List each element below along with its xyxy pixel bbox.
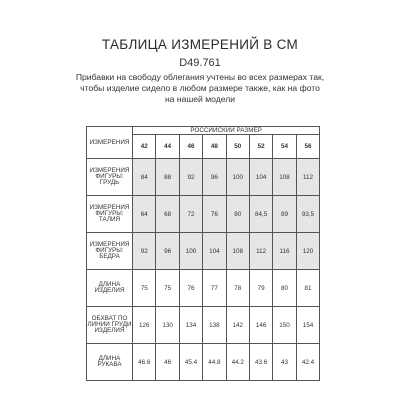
measurement-row: [87, 196, 320, 233]
measurement-value: 150: [273, 307, 296, 344]
measurement-value: 88: [156, 159, 179, 196]
measurement-value: 84: [133, 159, 156, 196]
size-system-header: РОССИЙСКИЙ РАЗМЕР: [133, 127, 320, 135]
measurement-row: [87, 233, 320, 270]
measurement-value: 112: [296, 159, 320, 196]
measurement-value: 80: [226, 196, 249, 233]
measurement-row: [87, 307, 320, 344]
measurement-row: [87, 270, 320, 307]
measurement-value: 81: [296, 270, 320, 307]
size-table: [86, 126, 320, 381]
measurement-value: 43: [273, 344, 296, 381]
measurement-value: 64: [133, 196, 156, 233]
measurement-value: 142: [226, 307, 249, 344]
measurement-value: 76: [203, 196, 226, 233]
measurement-value: 75: [133, 270, 156, 307]
size-54: 54: [273, 135, 296, 159]
measurement-value: 112: [249, 233, 272, 270]
measurement-value: 100: [226, 159, 249, 196]
size-56: 56: [296, 135, 320, 159]
row-label: ДЛИНА ИЗДЕЛИЯ: [87, 270, 133, 307]
measurement-value: 154: [296, 307, 320, 344]
measurement-value: 68: [156, 196, 179, 233]
row-label: ИЗМЕРЕНИЯ ФИГУРЫ: ГРУДЬ: [87, 159, 133, 196]
measurement-value: 120: [296, 233, 320, 270]
measurement-value: 89: [273, 196, 296, 233]
size-48: 48: [203, 135, 226, 159]
measurement-row: [87, 344, 320, 381]
row-label: ОБХВАТ ПО ЛИНИИ ГРУДИ ИЗДЕЛИЯ: [87, 307, 133, 344]
article-number: D49.761: [179, 57, 221, 69]
measurement-value: 45.4: [179, 344, 202, 381]
measurement-value: 146: [249, 307, 272, 344]
measurement-value: 80: [273, 270, 296, 307]
measurement-value: 96: [156, 233, 179, 270]
measurement-value: 108: [273, 159, 296, 196]
corner-label: ИЗМЕРЕНИЯ: [87, 127, 133, 159]
measurement-value: 134: [179, 307, 202, 344]
size-46: 46: [179, 135, 202, 159]
measurement-value: 77: [203, 270, 226, 307]
measurement-value: 104: [249, 159, 272, 196]
measurement-value: 42.4: [296, 344, 320, 381]
measurement-value: 46: [156, 344, 179, 381]
row-label: ИЗМЕРЕНИЯ ФИГУРЫ: БЕДРА: [87, 233, 133, 270]
size-44: 44: [156, 135, 179, 159]
fit-note: Прибавки на свободу облегания учтены во всех размерах так, чтобы изделие сидело в любом размере также, как на фото на нашей модели: [75, 72, 325, 104]
measurement-value: 79: [249, 270, 272, 307]
measurement-value: 96: [203, 159, 226, 196]
size-52: 52: [249, 135, 272, 159]
page-title: ТАБЛИЦА ИЗМЕРЕНИЙ В СМ: [101, 37, 299, 52]
measurement-value: 126: [133, 307, 156, 344]
row-label: ИЗМЕРЕНИЯ ФИГУРЫ: ТАЛИЯ: [87, 196, 133, 233]
measurement-value: 93,5: [296, 196, 320, 233]
measurement-value: 46.6: [133, 344, 156, 381]
measurement-value: 116: [273, 233, 296, 270]
measurement-value: 130: [156, 307, 179, 344]
measurement-value: 72: [179, 196, 202, 233]
measurement-value: 92: [179, 159, 202, 196]
measurement-value: 78: [226, 270, 249, 307]
measurement-value: 138: [203, 307, 226, 344]
measurement-value: 75: [156, 270, 179, 307]
size-header-row: [87, 127, 320, 135]
measurement-row: [87, 159, 320, 196]
measurement-value: 84,5: [249, 196, 272, 233]
measurement-value: 108: [226, 233, 249, 270]
measurement-value: 92: [133, 233, 156, 270]
measurement-value: 44.8: [203, 344, 226, 381]
size-42: 42: [133, 135, 156, 159]
measurement-value: 100: [179, 233, 202, 270]
size-50: 50: [226, 135, 249, 159]
measurement-value: 44.2: [226, 344, 249, 381]
measurement-value: 76: [179, 270, 202, 307]
row-label: ДЛИНА РУКАВА: [87, 344, 133, 381]
measurement-value: 104: [203, 233, 226, 270]
measurement-value: 43.6: [249, 344, 272, 381]
